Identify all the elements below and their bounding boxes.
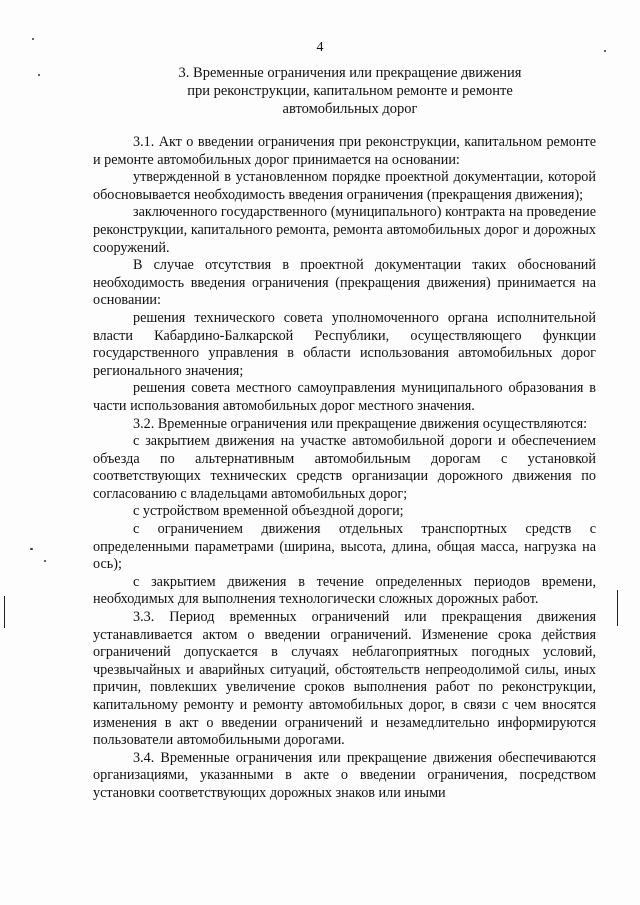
scan-mark bbox=[617, 590, 618, 626]
paragraph: 3.3. Период временных ограничений или прекращения движения устанавливается актом о введении ограничений. Изменение срока действия ограничений допускается в случаях неблагоприятных погодных условий, чрезвычайных и аварийных ситуаций, обстоятельств непреодолимой силы, иных причин, повлекших увеличение сроков выполнения работ по реконструкции, капитальному ремонту и ремонту автомобильных дорог, в связи с чем вносятся изменения в акт о введении ограничений и незамедлительно информируются пользователи автомобильными дорогами. bbox=[93, 609, 596, 749]
paragraph: с закрытием движения в течение определенных периодов времени, необходимых для выполнения технологически сложных дорожных работ. bbox=[93, 573, 596, 608]
paragraph: заключенного государственного (муниципального) контракта на проведение реконструкции, капитального ремонта, ремонта автомобильных дорог и дорожных сооружений. bbox=[93, 204, 596, 256]
scan-speck bbox=[30, 548, 33, 550]
paragraph: решения совета местного самоуправления муниципального образования в части использования автомобильных дорог местного значения. bbox=[93, 380, 596, 414]
paragraph: 3.4. Временные ограничения или прекращение движения обеспечиваются организациями, указанными в акте о введении ограничения, посредством установки соответствующих дорожных знаков или иными bbox=[93, 749, 596, 801]
section-title-line: автомобильных дорог bbox=[282, 101, 418, 117]
page-number: 4 bbox=[316, 40, 324, 55]
scan-mark bbox=[4, 596, 5, 628]
section-title bbox=[120, 64, 580, 118]
scan-speck bbox=[32, 38, 34, 40]
paragraph: с закрытием движения на участке автомобильной дороги и обеспечением объезда по альтернативным автомобильным дорогам с установкой соответствующих технических средств организации дорожного движения по согласованию с владельцами автомобильных дорог; bbox=[93, 433, 596, 502]
paragraph: решения технического совета уполномоченного органа исполнительной власти Кабардино-Балкарской Республики, осуществляющего функции государственного управления в области использования автомобильных дорог регионального значения; bbox=[93, 309, 596, 379]
paragraph: 3.2. Временные ограничения или прекращение движения осуществляются: bbox=[133, 415, 588, 432]
scan-speck bbox=[38, 74, 40, 76]
section-title-line: 3. Временные ограничения или прекращение движения bbox=[178, 65, 522, 81]
paragraph: 3.1. Акт о введении ограничения при реконструкции, капитальном ремонте и ремонте автомобильных дорог принимается на основании: bbox=[93, 134, 596, 168]
paragraph: В случае отсутствия в проектной документации таких обоснований необходимость введения ограничения (прекращения движения) принимается на основании: bbox=[93, 257, 596, 309]
document-body bbox=[93, 134, 596, 803]
scan-speck bbox=[44, 560, 46, 562]
scan-speck bbox=[604, 50, 606, 52]
section-title-line: при реконструкции, капитальном ремонте и ремонте bbox=[187, 83, 513, 99]
paragraph: утвержденной в установленном порядке проектной документации, которой обосновывается необходимость введения ограничения (прекращения движения); bbox=[93, 169, 596, 203]
paragraph: с устройством временной объездной дороги; bbox=[133, 503, 404, 520]
paragraph: с ограничением движения отдельных транспортных средств с определенными параметрами (ширина, высота, длина, общая масса, нагрузка на ось); bbox=[93, 521, 596, 573]
